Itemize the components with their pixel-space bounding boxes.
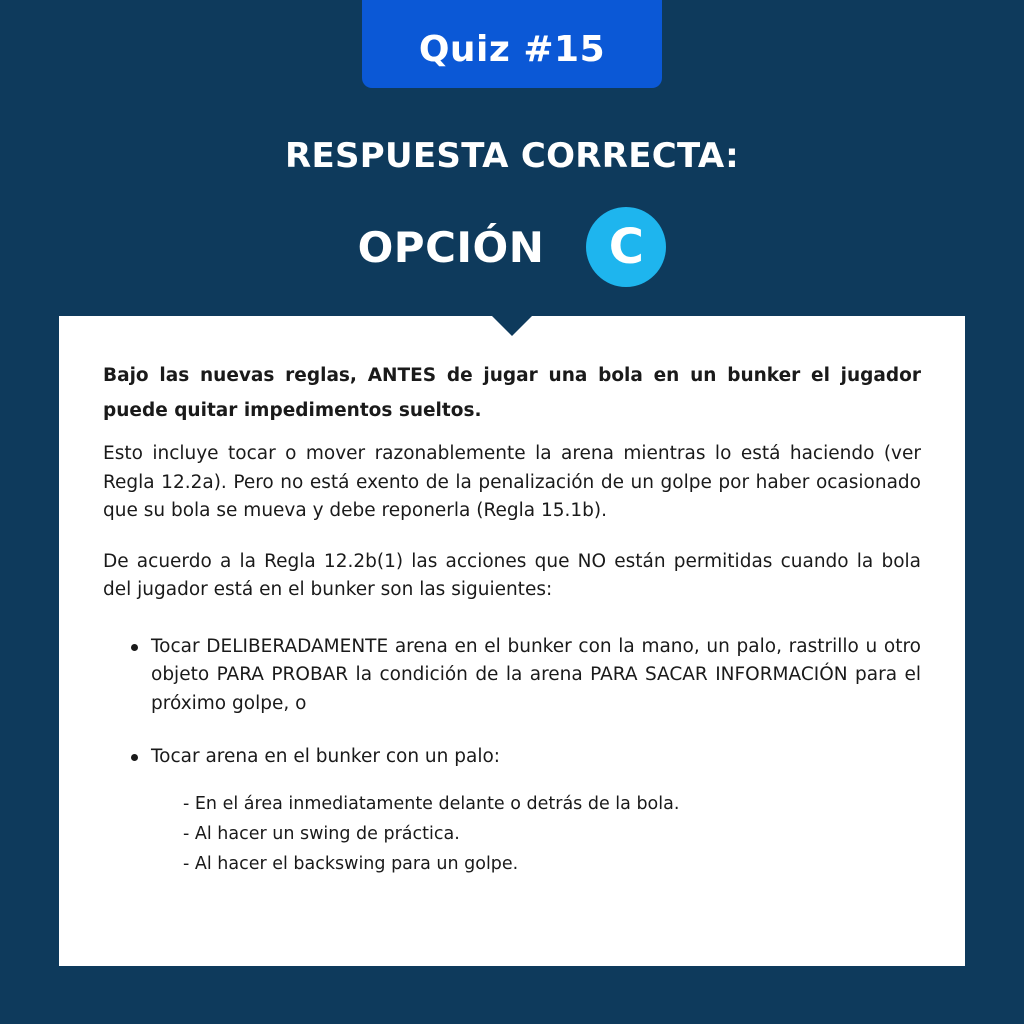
option-letter-badge: C xyxy=(586,207,666,287)
correct-option-row xyxy=(0,212,1024,282)
bullet-icon xyxy=(131,644,138,651)
list-item xyxy=(103,633,921,719)
prohibited-actions-list xyxy=(103,633,921,772)
sub-list-item: - Al hacer un swing de práctica. xyxy=(183,823,460,844)
explanation-paragraph-1: Esto incluye tocar o mover razonablemente la arena mientras lo está haciendo (ver Regla 12.2a). Pero no está exento de la penalización de un golpe por haber ocasionado que su bola se mueva y debe reponerla (Regla 15.1b). xyxy=(103,443,921,521)
explanation-content xyxy=(103,358,921,879)
answer-heading: RESPUESTA CORRECTA: xyxy=(284,136,740,176)
list-item-text: Tocar DELIBERADAMENTE arena en el bunker con la mano, un palo, rastrillo u otro objeto PARA PROBAR la condición de la arena PARA SACAR INFORMACIÓN para el próximo golpe, o xyxy=(151,635,921,714)
explanation-paragraph-2: De acuerdo a la Regla 12.2b(1) las acciones que NO están permitidas cuando la bola del jugador está en el bunker son las siguientes: xyxy=(103,550,921,600)
option-label: OPCIÓN xyxy=(357,222,545,272)
sub-list-item: - En el área inmediatamente delante o detrás de la bola. xyxy=(183,793,680,814)
intro-statement: Bajo las nuevas reglas, ANTES de jugar una bola en un bunker el jugador puede quitar impedimentos sueltos. xyxy=(103,365,921,421)
list-item xyxy=(103,743,921,772)
club-touch-sublist xyxy=(103,789,921,879)
bullet-icon xyxy=(131,754,138,761)
card-pointer-notch xyxy=(492,316,532,336)
quiz-number-tab: Quiz #15 xyxy=(362,0,662,88)
list-item-text: Tocar arena en el bunker con un palo: xyxy=(151,746,501,767)
sub-list-item: - Al hacer el backswing para un golpe. xyxy=(183,853,519,874)
